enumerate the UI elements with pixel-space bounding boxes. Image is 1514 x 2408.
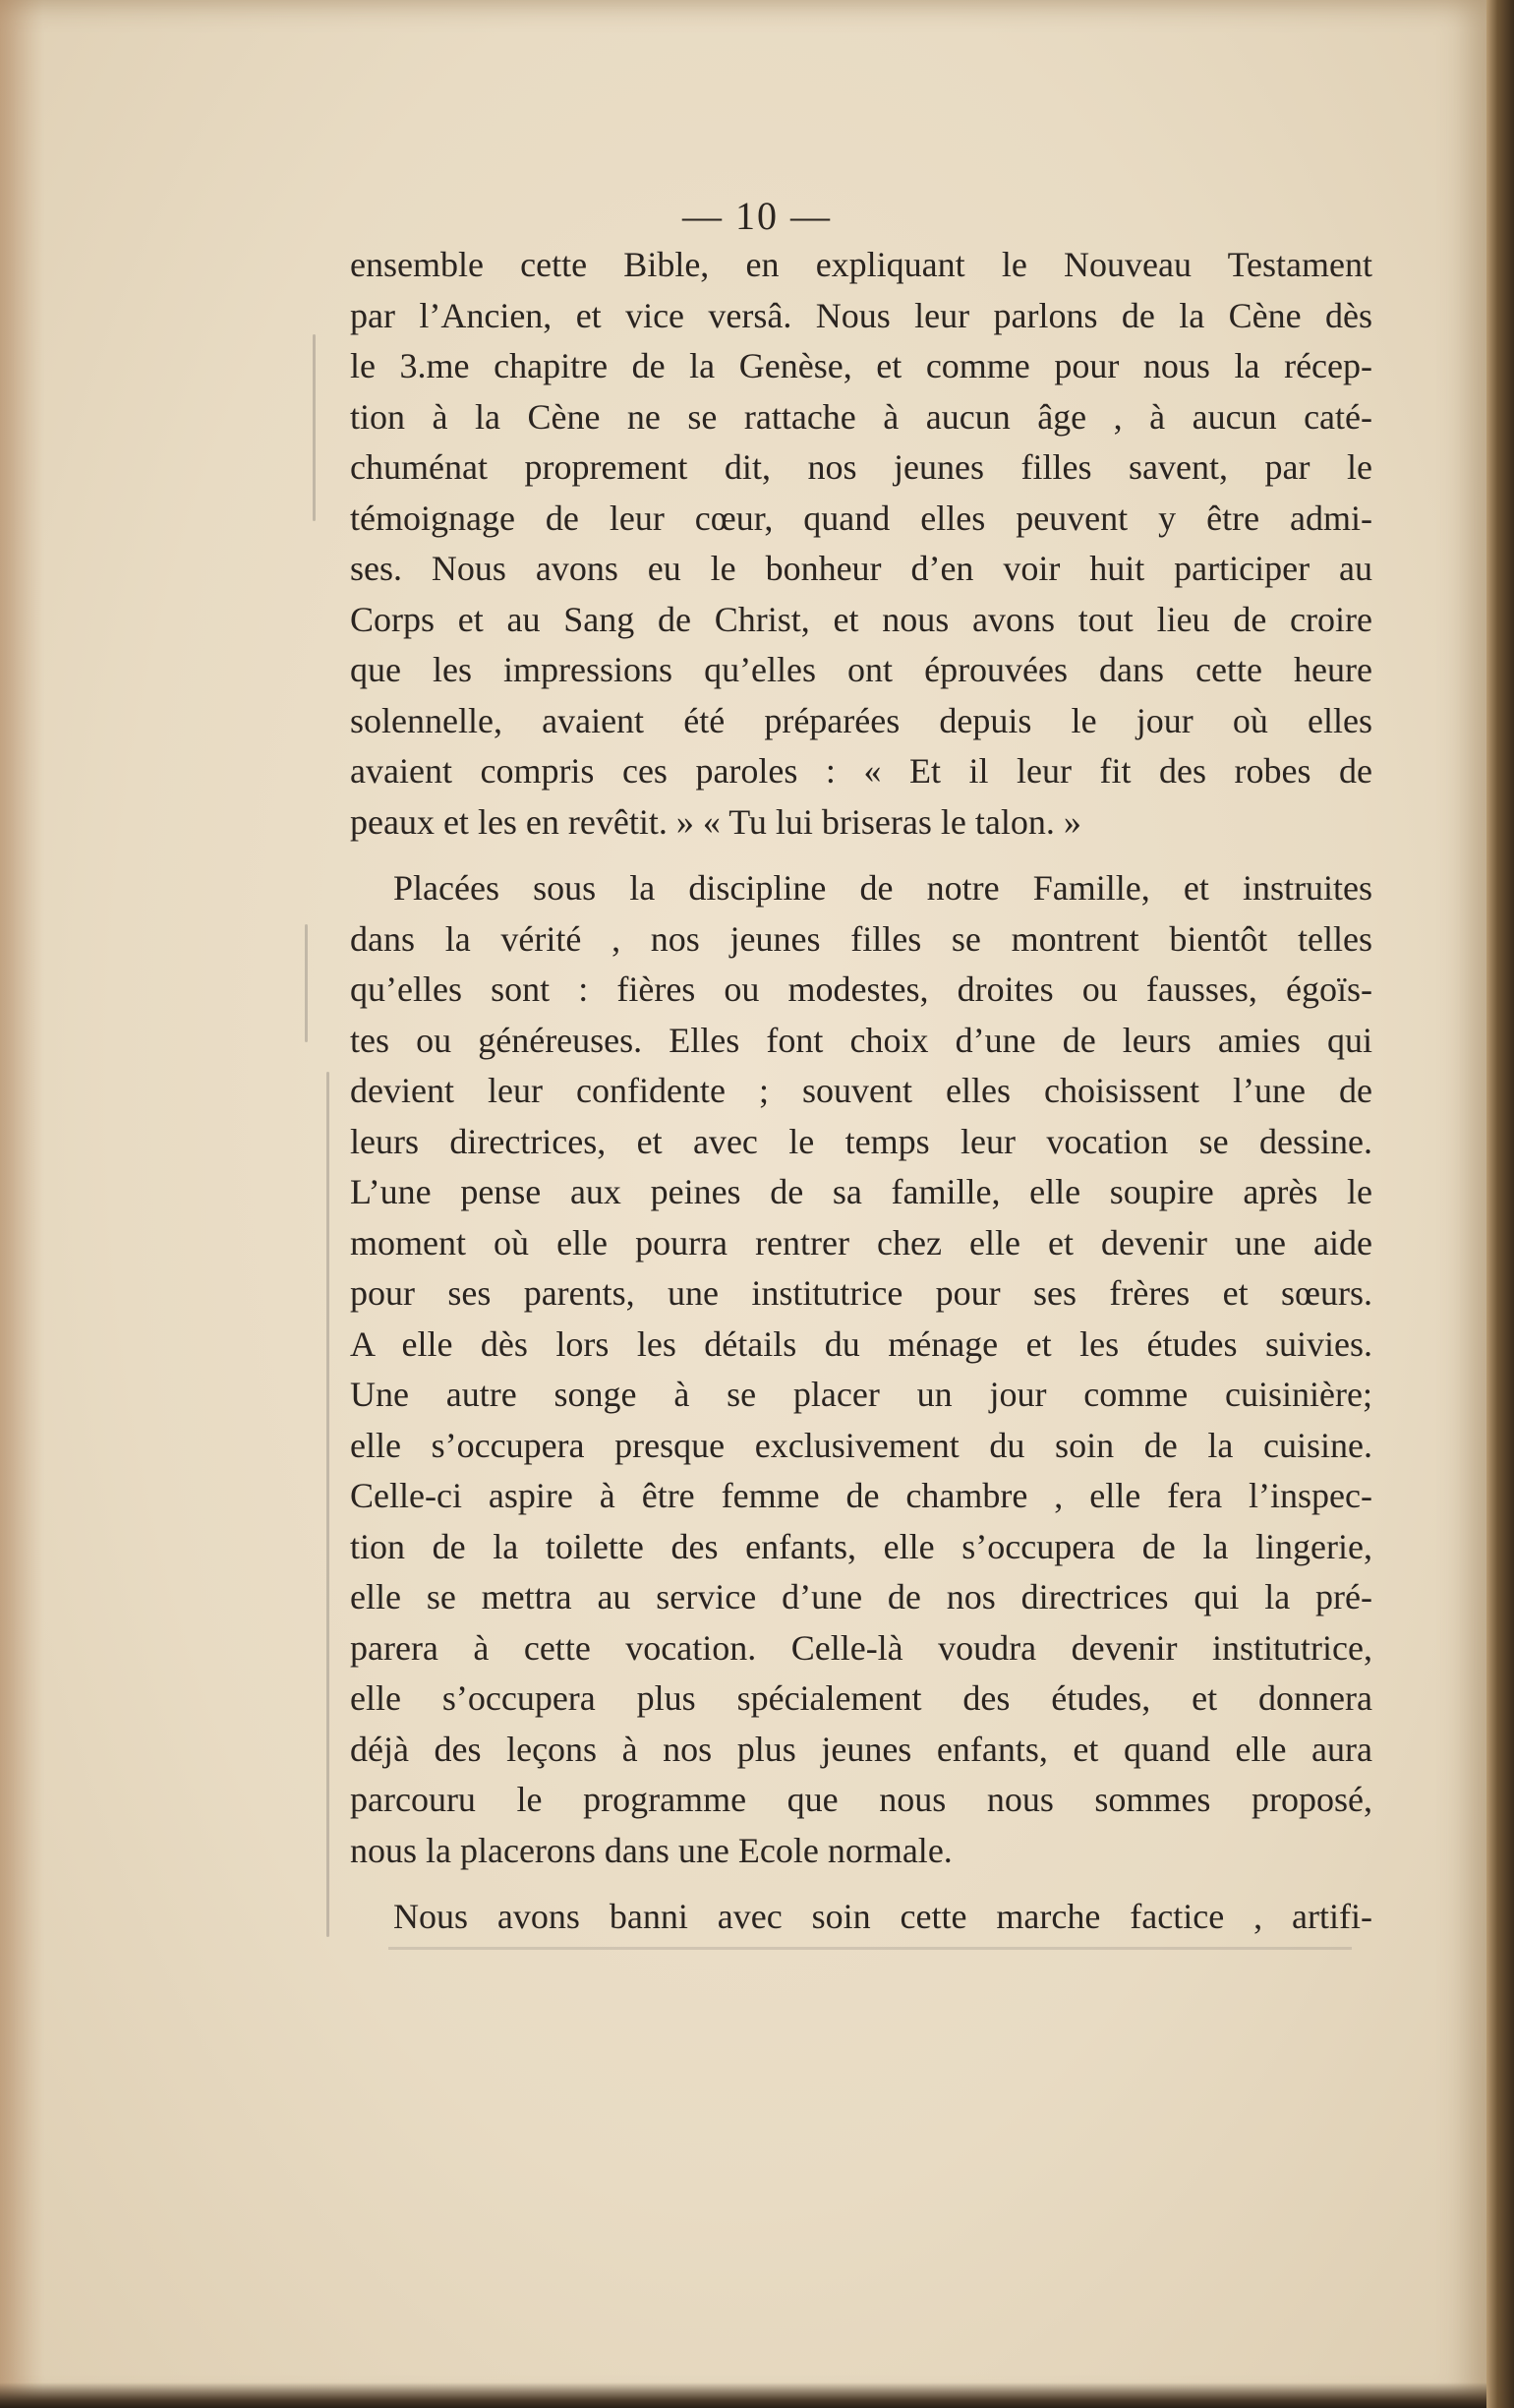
text-line: ses. Nous avons eu le bonheur d’en voir huit participer au [350, 549, 1372, 588]
pencil-underline [388, 1947, 1352, 1950]
text-line: le 3.me chapitre de la Genèse, et comme pour nous la récep- [350, 346, 1372, 385]
text-line: Celle-ci aspire à être femme de chambre , elle fera l’inspec- [350, 1476, 1372, 1515]
text-line: tion à la Cène ne se rattache à aucun âge , à aucun caté- [350, 396, 1372, 437]
text-line: dans la vérité , nos jeunes filles se montrent bientôt telles [350, 918, 1372, 959]
text-line: déjà des leçons à nos plus jeunes enfants, et quand elle aura [350, 1729, 1372, 1769]
page-number: — 10 — [682, 194, 832, 238]
text-line: solennelle, avaient été préparées depuis le jour où elles [350, 700, 1372, 740]
text-line: leurs directrices, et avec le temps leur vocation se dessine. [350, 1121, 1372, 1161]
page-bottom-edge [0, 2382, 1486, 2408]
book-gutter [1486, 0, 1514, 2408]
text-line: avaient compris ces paroles : « Et il leur fit des robes de [350, 751, 1372, 791]
text-line: elle s’occupera presque exclusivement du soin de la cuisine. [350, 1425, 1372, 1465]
text-line: par l’Ancien, et vice versâ. Nous leur parlons de la Cène dès [350, 295, 1372, 335]
text-line: qu’elles sont : fières ou modestes, droites ou fausses, égoïs- [350, 969, 1372, 1009]
text-line: elle se mettra au service d’une de nos directrices qui la pré- [350, 1577, 1372, 1616]
pencil-margin-mark [313, 334, 316, 521]
text-line: elle s’occupera plus spécialement des études, et donnera [350, 1678, 1372, 1718]
text-line: moment où elle pourra rentrer chez elle et devenir une aide [350, 1222, 1372, 1263]
text-line: Placées sous la discipline de notre Famille, et instruites [393, 868, 1372, 908]
paragraph-2 [350, 863, 1372, 1876]
paragraph-3 [350, 1892, 1372, 1943]
text-line: devient leur confidente ; souvent elles choisissent l’une de [350, 1071, 1372, 1110]
text-line: parera à cette vocation. Celle-là voudra devenir institutrice, [350, 1627, 1372, 1668]
text-line: Nous avons banni avec soin cette marche factice , artifi- [393, 1897, 1372, 1936]
text-line: tes ou généreuses. Elles font choix d’une de leurs amies qui [350, 1020, 1372, 1060]
text-line: chuménat proprement dit, nos jeunes filles savent, par le [350, 447, 1372, 487]
text-line: Corps et au Sang de Christ, et nous avons tout lieu de croire [350, 599, 1372, 639]
text-line: L’une pense aux peines de sa famille, elle soupire après le [350, 1172, 1372, 1211]
pencil-margin-mark [326, 1072, 329, 1937]
text-line: que les impressions qu’elles ont éprouvées dans cette heure [350, 650, 1372, 689]
paragraph-1 [350, 240, 1372, 848]
text-line: témoignage de leur cœur, quand elles peuvent y être admi- [350, 498, 1372, 538]
text-line: Une autre songe à se placer un jour comme cuisinière; [350, 1375, 1372, 1414]
text-line: peaux et les en revêtit. » « Tu lui briseras le talon. » [350, 801, 1081, 842]
text-line: A elle dès lors les détails du ménage et les études suivies. [350, 1323, 1372, 1364]
page-edge-stain [0, 0, 43, 2408]
pencil-margin-mark [305, 924, 308, 1042]
text-line: parcouru le programme que nous nous sommes proposé, [350, 1780, 1372, 1819]
text-line: pour ses parents, une institutrice pour ses frères et sœurs. [350, 1273, 1372, 1313]
text-line: nous la placerons dans une Ecole normale. [350, 1830, 953, 1870]
text-line: tion de la toilette des enfants, elle s’occupera de la lingerie, [350, 1526, 1372, 1566]
body-text [350, 240, 1372, 1943]
text-line: ensemble cette Bible, en expliquant le Nouveau Testament [350, 245, 1372, 284]
